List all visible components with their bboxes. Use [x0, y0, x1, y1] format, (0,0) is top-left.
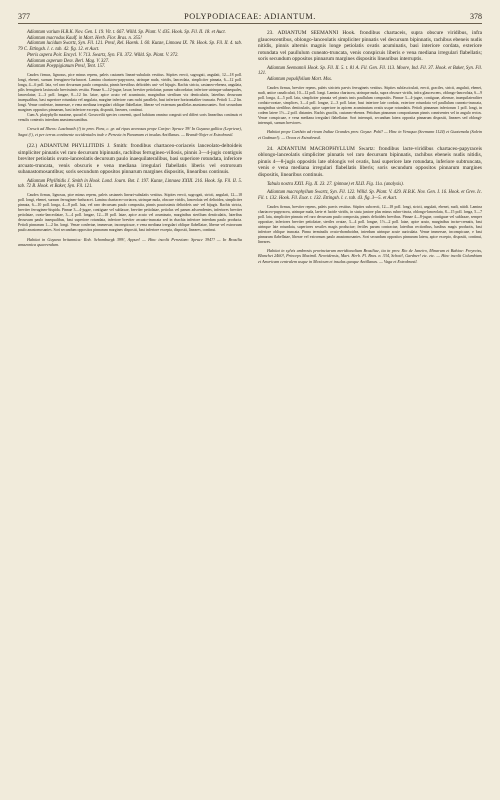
left-page-number: 377 — [18, 12, 30, 21]
distribution: Habitat prope Cartháo ad rivum Indiae Grandes prov. Goyaz: Pohl! — Hinc in Veraqua (Seemann 1124) et Guatemala (Salvin et Godman!). — Oreas et Estrabrasil. — [258, 129, 482, 140]
right-column — [258, 30, 482, 264]
plate-reference: Tabula nostra XXII. Fig. II. 23. 27. (pinnae) et XLII. Fig. 11a. (analysis). — [267, 181, 404, 187]
synonym: Adiantum Poeppigianum Presl, Tent. 157. — [27, 64, 106, 70]
distribution: Habitat in Guyana britannica: Rob. Schomburgk 399!, Appun! — Hinc incolit Peruviam: Spruce 3947! — In Brasilia amazonica quaerendum. — [18, 236, 242, 247]
synonym: Adiantum Phyllitidis J. Smith in Hook. Lond. Journ. Bot. I. 197. Kunze, Linnaea XXIII. 216. Hook. Sp. Fil. II. 5. tab. 72 B. Hook. et Baker, Syn. Fil. 121. — [18, 178, 242, 190]
description: Caudex firmus, breviter repens, paleis stricteis parvis ferrugineis vestitus. Stipites subfasciculati, erecti, graciles, stricti, angulati, ebenei, nudi, antice canaliculati, 10—12 poll. longi. Lamina chartacea, utrinque nuda, supra obscure viridis, infra glaucescens, oblongo-lanceolata, 6—9 poll. longa, 4—5 poll. lata, simpliciter pinnata vel pinnis imis paullulum compositis. Pinnae 3—4-jugae, contiguae, alternae, inaequilateraliter cordato-ovatae, simplices, 3—4 poll. longae, 2—3 poll. latae, basi interiore late cordata, exteriore rotundata vel paullulum cuneato-truncata, marginibus sterilibus denticulatis, apice superiore in apicem acuminatum ovatis usque rotundatis. Petioli pinnarum inferiorum 1 poll. longi, in codem latere 1½—2 poll. distantes. Rachis gracilis, castaneo-ebenea. Petiolum pinnarum compositarum pinnis conniventes vel in angulo rectos. Venae conspicuae, e vena mediana irregulari flabellatae. Sori interrupti, secundum latera opposita pinnarum dispositi, lineares sed oblongi-interrupti, sursum breviores. — [258, 85, 482, 126]
species-entry: 24. ADIANTUM MACROPHYLLUM Swartz: frondibus lacte-viridibus chartaceo-papyraceis oblongo-lanceolatis simpliciter pinnatis vel raro decursum bipinnatis, rachibus ebeneis nudis nitidis, pinnis 4—8-jugis oppositis late oblongis vel ovatis, basi superiore late rotundata, inferiore subtruncata, venis e vena mediana irregulari flabellatis liberis; soris secundum oppositos pinnarum margines dispositis, linearibus continuis. — [258, 145, 482, 178]
description: Caudex firmus, lignosus, pice minus repens, paleis castaneis lineari-subulatis vestitus. Stipites erecti, sugrogati, stricti, angulati, 12—18 poll. longi, ebenei, sursum ferrugineo-furfuracei. Lamina chartaceo-coriacea, utrinque nuda, obscure viridis, lanceolata vel deltoidea, simpliciter pinnata, 6—10 poll. longa, 4—8 poll. lata, vel raro decursum paulo composita, pinnis paucissimis deltoideis uni- vel bijugis. Rachis stricta, breviter ferrugineo-hispida. Pinnae 3—4-jugae, contiguae vel sublaxae, breviter petiolatae, petiolus vel parum adscendentes, inferiores breviter petiolatae, ovato-lanceolatae, 3—4 poll. longae, 12—18 poll. latae, apice acuto vel acuminato, marginibus sterilium denticulatis, lateribus decursum paulo inaequalibus, basi superiore rotundata, inferiore breviter arcuato-truncata sed in rhachia inferiore interdum paulo producta. Petioli pinnarum 1—2 lin. longi. Venae confertae, immersae, inconspicuae, e vena mediana irregulari oblique flabellatae, liberae vel extrorsum paulo anastomosantes. Sori secundum oppositos pinnarum margines dispositi, basi inferiore excepta, dispositi, lineares, continui. — [18, 193, 242, 233]
synonym: Adiantum populifolium Mart. Mss. — [267, 77, 332, 83]
running-title: POLYPODIACEAE: ADIANTUM. — [184, 12, 316, 21]
synonym: Adiantum lucidum Swartz, Syn. Fil. 121. Presl, Rel. Haenk. I. 60. Kunze, Linnaea IX. 78. Hook. Sp. Fil. II. 4. tab. 79 C. Ettingsh. l. c. tab. 42. fig. 12. et Auct. — [18, 41, 242, 53]
synonym: Adiantum varium H.B.K. Nov. Gen. I. 19. Vit. t. 667. Willd. Sp. Plant. V. 435. Hook. Sp. Fil. II. 18. et Auct. — [27, 30, 226, 35]
species-entry: (22.) ADIANTUM PHYLLITIDIS J. Smith: frondibus chartaceo-coriaceis lanceolato-deltoideis simpliciter pinnatis vel raro decursum bipinnatis, rachibus ferrugineo-villosis, pinnis 3—4-jugis contiguis breviter petiolatis ovato-lanceolatis decursum paulo inaequilateralibus, basi superiore rotundata, inferiore arcuato-truncata, venis obscuris e vena mediana irregulari flabellatis liberis vel extrorsum subanastomosantibus; soris secundum oppositos pinnarum margines dispositis, linearibus continuis. — [18, 142, 242, 176]
synonym: Adiantum macrophyllum Swartz, Syn. Fil. 122. Willd. Sp. Plant. V. 429. H.B.K. Nov. Gen. I. 16. Hook. et Grev. Ic. Fil. t. 132. Hook. Fil. Exot. t. 132. Ettingsh. l. c. tab. 43. fig. 3—5. et Auct. — [258, 190, 482, 201]
synonym: Adiantum macrodus Kaulf. in Mart. Herb. Flor. Bras. n. 355! — [27, 35, 142, 41]
description: Caudex firmus, lignosus, pice minus repens, paleis castaneis lineari-subulatis vestitus. Stipites erecti, sugrogati, angulati, 12—18 poll. longi, ebenei, sursum ferrugineo-furfuracei. Lamina chartaceo-papyracea, utrinque nuda, viridis, lanceolata, simpliciter pinnata, 6—12 poll. longa, 4—6 poll. lata, vel raro decursum paulo composita, pinnis breviibus deltoideis uni- vel bijugis. Rachis stricta, castaneo-ebenea, angulata, pilis ferrugineis laxiusculo brevissimis vestita. Pinnae 6—12-jugae, laxae, breviter petiolatae, parum subcordatae, inferiore utrinque subaequales, lanceolatae, 2—3 poll. longae, 8—12 lin. latae, apice acuto vel acuminato, marginibus sterilium vix denticulatis, lateribus decursum inaequalibus, basi superiore rotundata vel angulata, margine inferiore cum rachi parallelo, basi inferiore horizontaliter truncata. Petioli 1—2 lin. longi. Venae confertae, immersae, e vena mediana irregulari oblique flabellatae, liberae vel externum parallelas anastomosantes. Sori secundum margines oppositos pinnarum, basi inferiore excepta, dispositi, lineares, continui. — [18, 72, 242, 113]
description: Caudex firmus, breviter repens, paleis parvis vestitus. Stipites subcrecti, 12—18 poll. longi, stricti, angulati, ebenei, nudi, nitidi. Lamina chartaceo-papyracea, utrinque nuda, laete et lucide viridis, in statu juniore plus minus rubro-tincta, oblongo-lanceolata, 8—15 poll. longa, 5—7 poll. lata, simpliciter pinnata vel raro decursum paulo composita, pinnis deltoideis brevibus. Pinnae 4—8-jugae, contiguae vel sublaxae, semper oppositae, inferiores breviter petiolatae, steriles ovatae, 3—4 poll. longae, 1½—2 poll. latae, apice acuto, marginibus incise-crenatis, basi utrinque late rotundata, superiores sessiles magis productae; fertiles parum contractae, lateribus rectioribus, basibus magis productis, basi inferiore oblique truncata. Pinna terminalis ovato-rhomboidea, interdum utrinque acute auriculata. Venae immersae, inconspicuae, e basi pinnarum flabellatae, liberae vel extrorsum paulo anastomosantes. Sori secundum oppositos pinnarum latera, apice excepto, dispositi, continui, lineares. — [258, 204, 482, 244]
distribution: Habitat in sylvis umbrosis provinciarum meridionalium Brasiliae, ita in prov. Rio de Janeiro, Minarum et Bahiae: Freyreiss, Blanchet 2460!, Princeps Maximil. Neovidensis, Mart. Herb. Fl. Bras. n. 334, Schott!, Gardner! etc. etc. — Hinc incolit Columbiam et Americam centralem usque in Mexicum et insulas quoque Antillanas. — Vaga et Extrabrasil. — [258, 248, 482, 264]
left-column — [18, 30, 242, 264]
synonym: Adiantum Seemannii Hook. Sp. Fil. II. 5. t. 81 A. Fil. Gen. Fil. 113. Moore, Ind. Fil. 37. Hook. et Baker, Syn. Fil. 121. — [258, 65, 482, 77]
running-header — [18, 12, 482, 24]
species-entry: 23. ADIANTUM SEEMANNI Hook. frondibus chartaceis, supra obscure viridibus, infra glaucescentibus, oblongo-lanceolatis simpliciter pinnatis vel decursum bipinnatis, rachibus ebeneis nudis nitidis, pinnis alternis magnis longe petiolatis ovatis acuminatis, basi interiore cordata, exteriore rotundata vel paullulum cuneato-truncata, venis conspicuis liberis e vena mediana irregulari flabellatis; soris secundum oppositos pinnarum margines dispositis linearibus interruptis. — [258, 30, 482, 63]
two-column-body — [18, 30, 482, 264]
distribution: Crescit ad Ilheos: Luschnath (!) in prov. Para, c. gr. ad ripas arenosas prope Caripe: Spruce 39! In Guyana gallica (Leprieur), Sagot (!), et per terras continente occidentales inde e Peruvia in Panamam et insulas Antillanas. — Brandt-Najer et Estrabrasil. — [18, 126, 242, 137]
synonym: Pteris aspera Poir. Encycl. V. 713. Swartz, Syn. Fil. 372. Willd. Sp. Plant. V. 372. — [27, 52, 179, 58]
right-page-number: 378 — [470, 12, 482, 21]
description-note: Cum A. platyphyllo maxime, quoad el. Gossweilii species convenit, quod habitum omnino congruit sed differt soris linearibus continuis et venulis contextis interdum anastomosantibus. — [18, 113, 242, 123]
synonym: Adiantum asperum Desv. Berl. Mag. V. 327. — [27, 58, 110, 64]
